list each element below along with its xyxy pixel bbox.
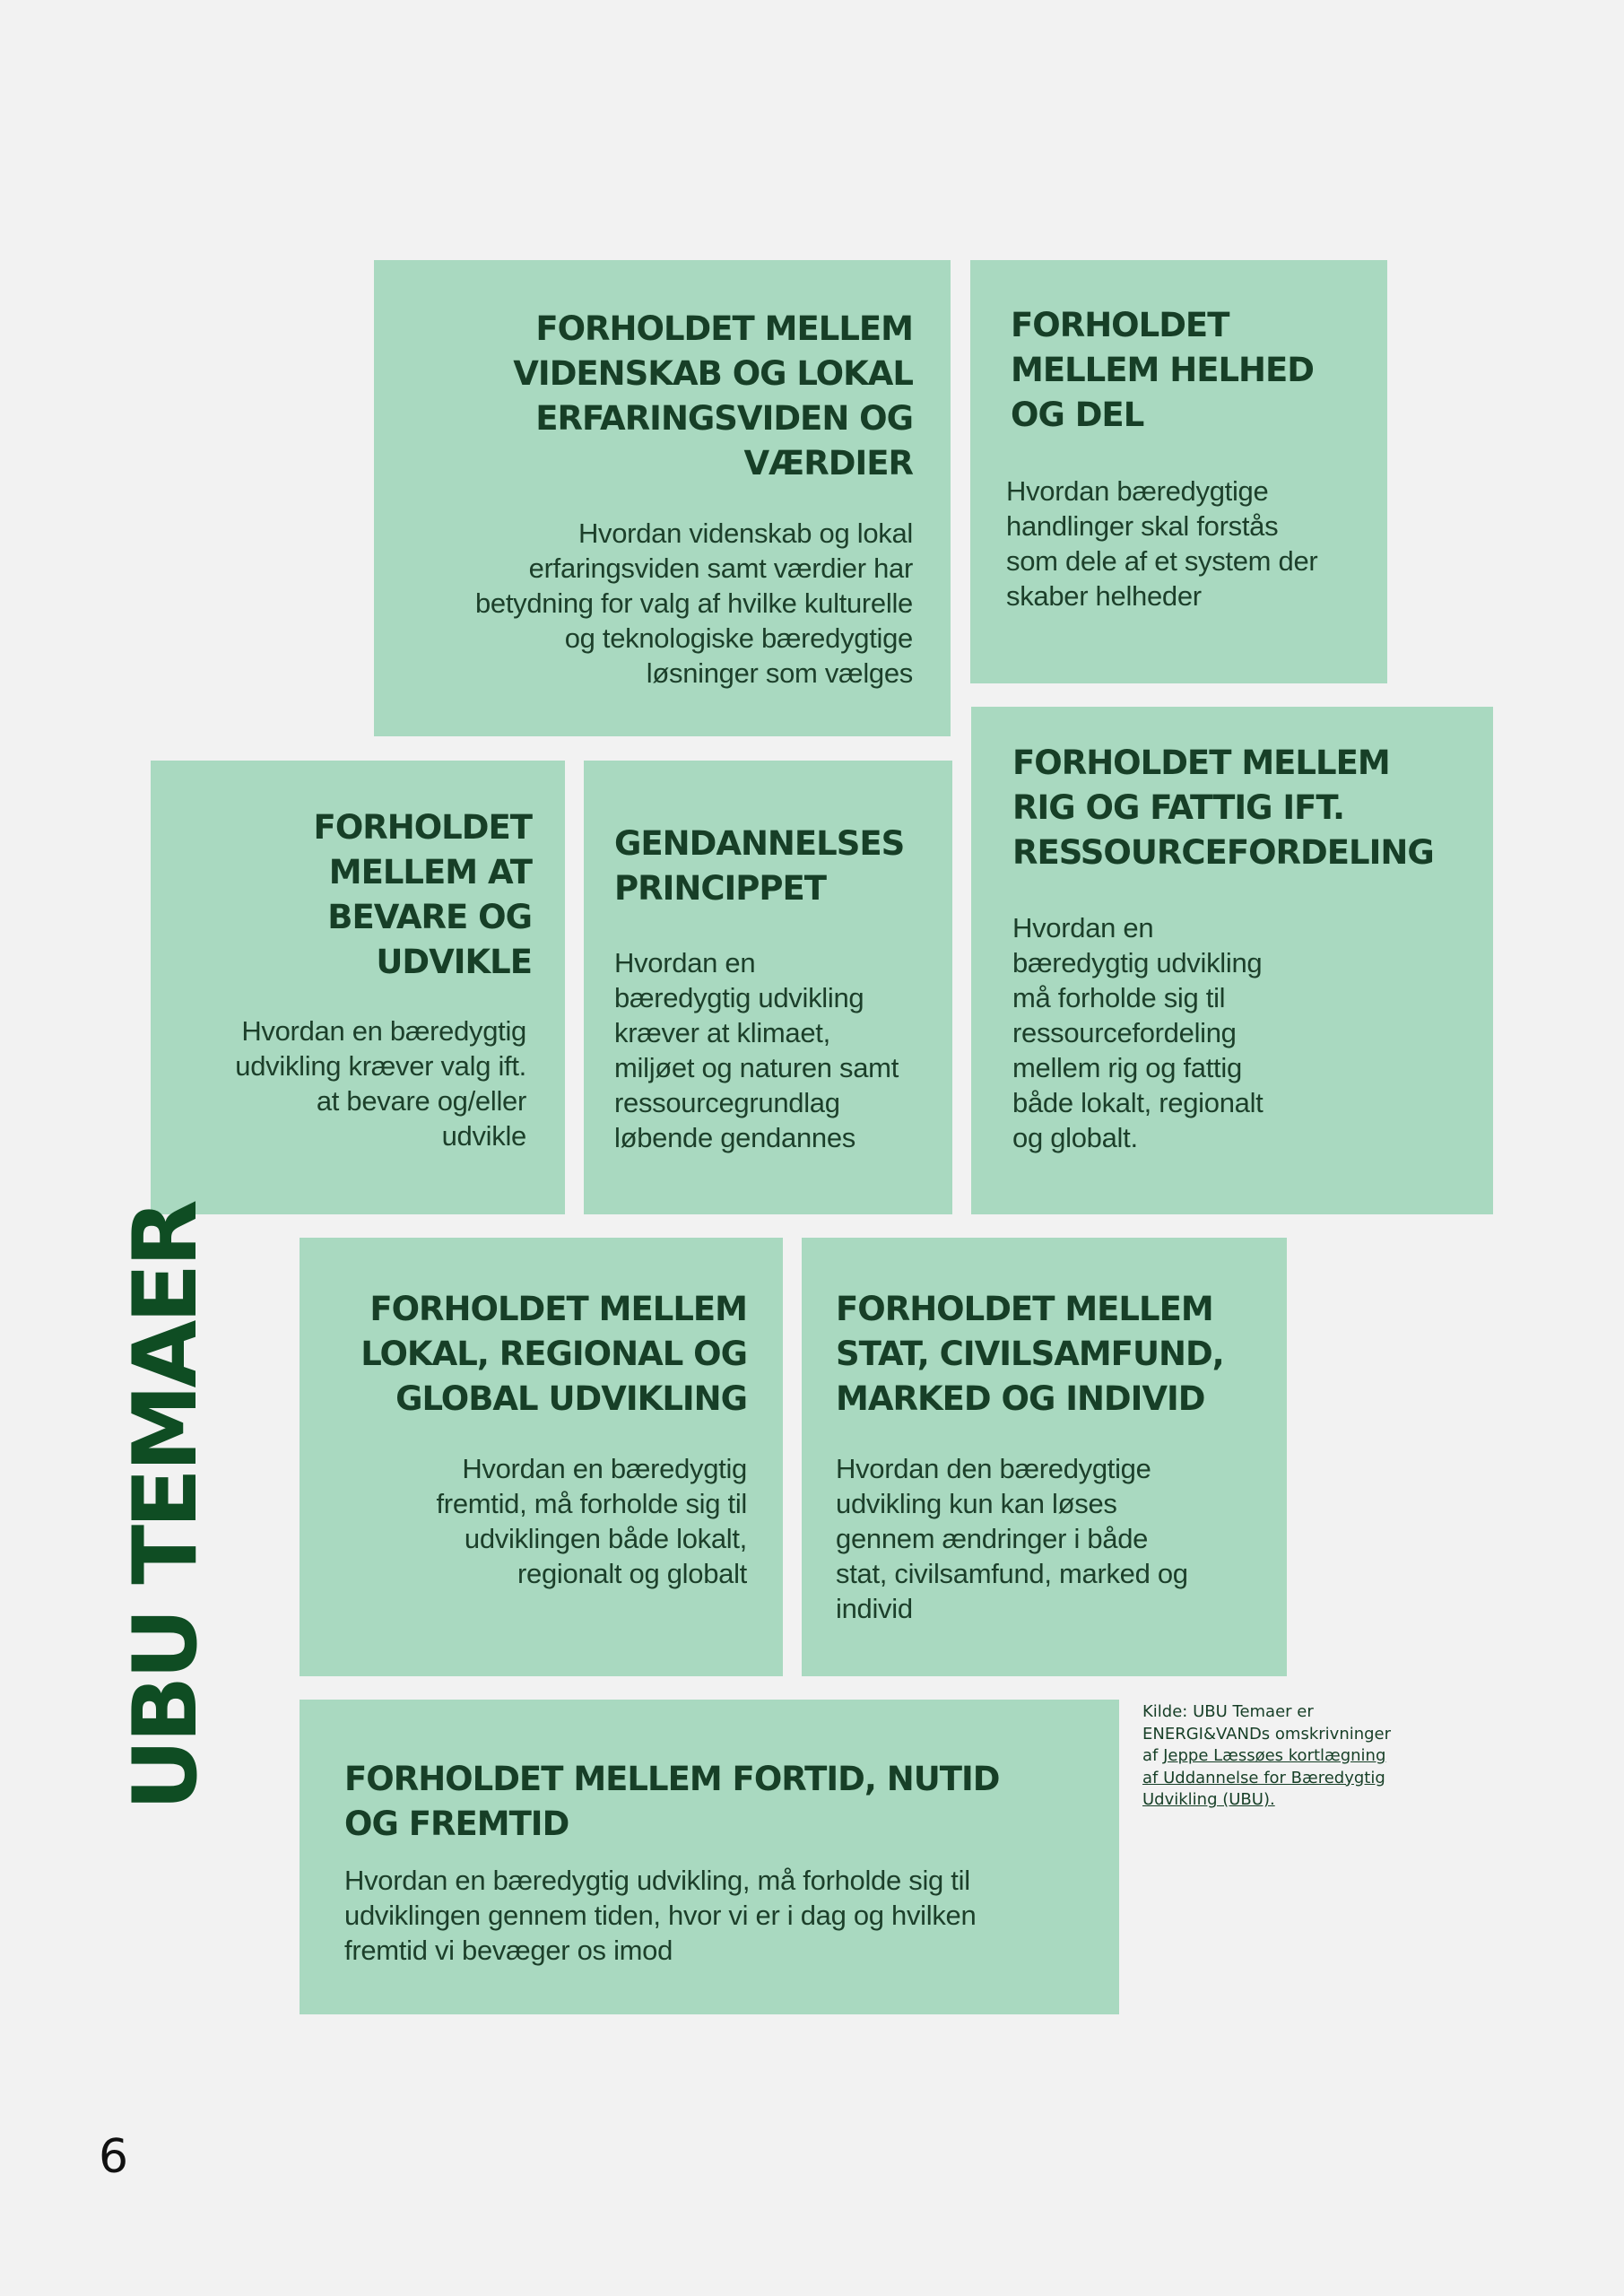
card-stat <box>802 1238 1287 1676</box>
card-lokal-global <box>300 1238 783 1676</box>
source-note <box>1142 1701 1394 1812</box>
card-body-lokal-global: Hvordan en bæredygtig fremtid, må forholde sig til udviklingen både lokalt, regionalt og globalt <box>436 1453 747 1589</box>
card-bevare <box>151 761 565 1214</box>
card-title-stat: FORHOLDET MELLEM STAT, CIVILSAMFUND, MARKED OG INDIVID <box>836 1290 1224 1418</box>
card-fortid <box>300 1700 1119 2014</box>
card-title-fortid: FORHOLDET MELLEM FORTID, NUTID OG FREMTID <box>344 1760 1000 1843</box>
card-body-helhed: Hvordan bæredygtige handlinger skal forstås som dele af et system der skaber helheder <box>1006 475 1318 612</box>
card-helhed <box>970 260 1387 683</box>
card-title-lokal-global: FORHOLDET MELLEM LOKAL, REGIONAL OG GLOBAL UDVIKLING <box>360 1290 747 1418</box>
card-title-bevare: FORHOLDET MELLEM AT BEVARE OG UDVIKLE <box>313 808 532 981</box>
card-title-rig-fattig: FORHOLDET MELLEM RIG OG FATTIG IFT. RESSOURCEFORDELING <box>1012 744 1434 872</box>
source-link[interactable]: Jeppe Læssøes kortlægning af Uddannelse for Bæredygtig Udvikling (UBU). <box>1142 1746 1386 1809</box>
card-gendannelse <box>584 761 952 1214</box>
page-number: 6 <box>99 2130 129 2184</box>
card-title-gendannelse: GENDANNELSES PRINCIPPET <box>614 824 905 908</box>
card-rig-fattig <box>971 707 1493 1214</box>
source-note-text: Kilde: UBU Temaer er ENERGI&VANDs omskrivninger af <box>1142 1702 1392 1765</box>
card-body-stat: Hvordan den bæredygtige udvikling kun kan løses gennem ændringer i både stat, civilsamfund, marked og individ <box>836 1453 1188 1624</box>
card-body-bevare: Hvordan en bæredygtig udvikling kræver valg ift. at bevare og/eller udvikle <box>235 1015 526 1152</box>
card-body-gendannelse: Hvordan en bæredygtig udvikling kræver at klimaet, miljøet og naturen samt ressourcegrundlag løbende gendannes <box>614 947 899 1153</box>
card-body-rig-fattig: Hvordan en bæredygtig udvikling må forholde sig til ressourcefordeling mellem rig og fattig både lokalt, regionalt og globalt. <box>1012 912 1264 1153</box>
ubu-temaer-title: UBU TEMAER <box>115 1203 217 1811</box>
card-body-videnskab: Hvordan videnskab og lokal erfaringsviden samt værdier har betydning for valg af hvilke kulturelle og teknologiske bæredygtige løsninger som vælges <box>474 517 913 689</box>
card-videnskab <box>374 260 951 736</box>
card-title-helhed: FORHOLDET MELLEM HELHED OG DEL <box>1011 306 1314 434</box>
card-title-videnskab: FORHOLDET MELLEM VIDENSKAB OG LOKAL ERFARINGSVIDEN OG VÆRDIER <box>513 309 913 483</box>
card-body-fortid: Hvordan en bæredygtig udvikling, må forholde sig til udviklingen gennem tiden, hvor vi er i dag og hvilken fremtid vi bevæger os imod <box>344 1865 977 1966</box>
